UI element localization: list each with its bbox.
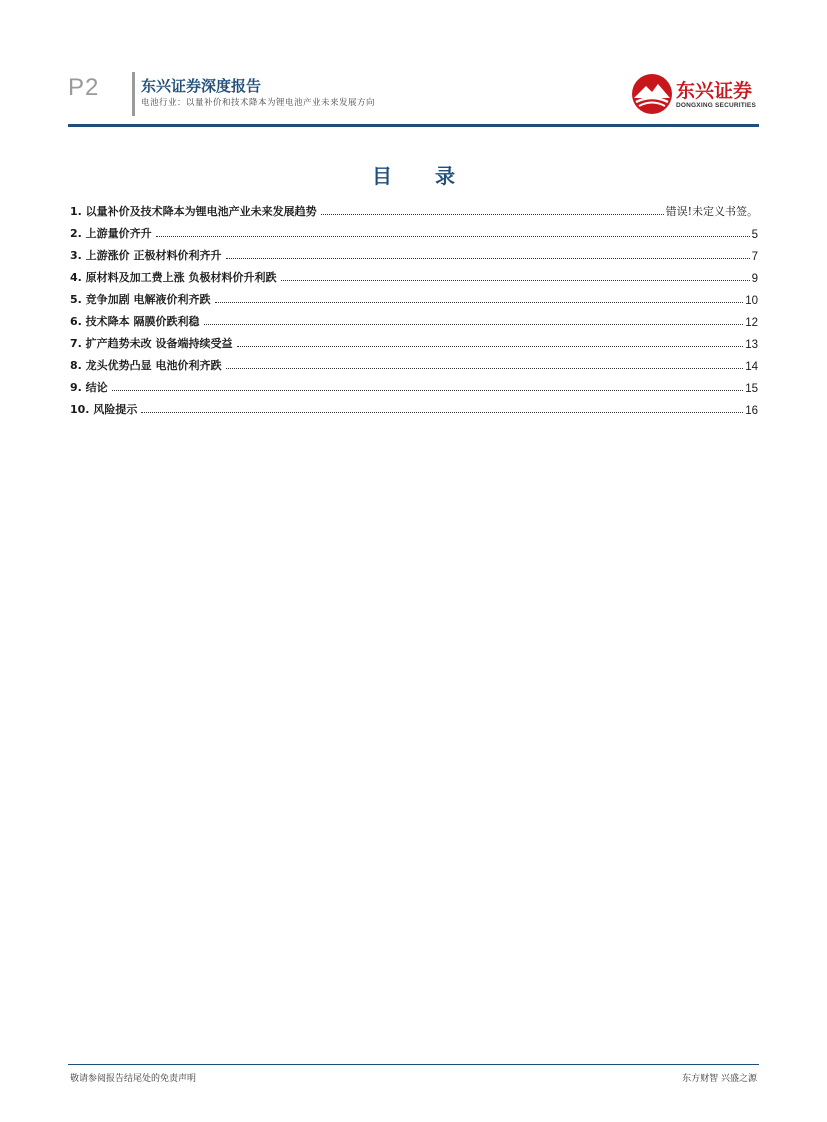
toc-entry-page: 15: [745, 383, 758, 395]
footer-disclaimer: 敬请参阅报告结尾处的免责声明: [70, 1074, 197, 1084]
toc-dot-leader: [112, 390, 744, 391]
toc-dot-leader: [226, 368, 744, 369]
report-subtitle: 电池行业：以量补价和技术降本为锂电池产业未来发展方向: [141, 98, 376, 108]
toc-entry-label: 6. 技术降本 隔膜价跌利稳: [70, 315, 200, 328]
header-divider: [132, 72, 135, 116]
toc-entry-label: 4. 原材料及加工费上涨 负极材料价升利跌: [70, 271, 277, 284]
toc-entry-label: 9. 结论: [70, 381, 108, 394]
toc-dot-leader: [237, 346, 744, 347]
toc-entry-page: 12: [745, 317, 758, 329]
toc-entry[interactable]: [70, 285, 758, 307]
toc-dot-leader: [226, 258, 750, 259]
toc-dot-leader: [141, 412, 743, 413]
toc-entry[interactable]: [70, 351, 758, 373]
toc-entry-label: 7. 扩产趋势未改 设备端持续受益: [70, 337, 233, 350]
toc-dot-leader: [321, 214, 664, 215]
company-logo: [630, 72, 760, 116]
logo-text-en: DONGXING SECURITIES: [676, 102, 757, 109]
toc-entry-page: 13: [745, 339, 758, 351]
toc-entry[interactable]: [70, 241, 758, 263]
toc-entry[interactable]: [70, 329, 758, 351]
table-of-contents: [70, 197, 758, 417]
toc-entry-label: 8. 龙头优势凸显 电池价利齐跌: [70, 359, 222, 372]
toc-entry-page: 5: [751, 229, 758, 241]
toc-entry-label: 10. 风险提示: [70, 403, 138, 416]
logo-text-cn: 东兴证券: [676, 80, 753, 102]
toc-entry-page: 7: [751, 251, 758, 263]
toc-entry-page: 10: [745, 295, 758, 307]
toc-entry-page: 16: [745, 405, 758, 417]
toc-entry-page: 9: [751, 273, 758, 285]
dongxing-logo-icon: [630, 72, 674, 116]
header-rule: [68, 124, 759, 127]
page-number: P2: [68, 74, 100, 101]
toc-heading: 目 录: [372, 164, 473, 188]
toc-entry-label: 2. 上游量价齐升: [70, 227, 152, 240]
toc-entry[interactable]: [70, 219, 758, 241]
toc-entry-page: 14: [745, 361, 758, 373]
toc-entry[interactable]: [70, 307, 758, 329]
toc-dot-leader: [204, 324, 744, 325]
toc-entry-label: 3. 上游涨价 正极材料价利齐升: [70, 249, 222, 262]
footer-slogan: 东方财智 兴盛之源: [682, 1074, 757, 1084]
toc-entry[interactable]: [70, 373, 758, 395]
toc-entry[interactable]: [70, 263, 758, 285]
toc-entry-page: 错误!未定义书签。: [665, 205, 758, 218]
report-title: 东兴证券深度报告: [141, 77, 262, 95]
toc-entry[interactable]: [70, 395, 758, 417]
toc-dot-leader: [156, 236, 750, 237]
footer-rule: [68, 1064, 759, 1065]
toc-entry-label: 1. 以量补价及技术降本为锂电池产业未来发展趋势: [70, 205, 317, 218]
toc-dot-leader: [281, 280, 750, 281]
toc-entry[interactable]: [70, 197, 758, 219]
toc-entry-label: 5. 竞争加剧 电解液价利齐跌: [70, 293, 211, 306]
toc-dot-leader: [215, 302, 744, 303]
